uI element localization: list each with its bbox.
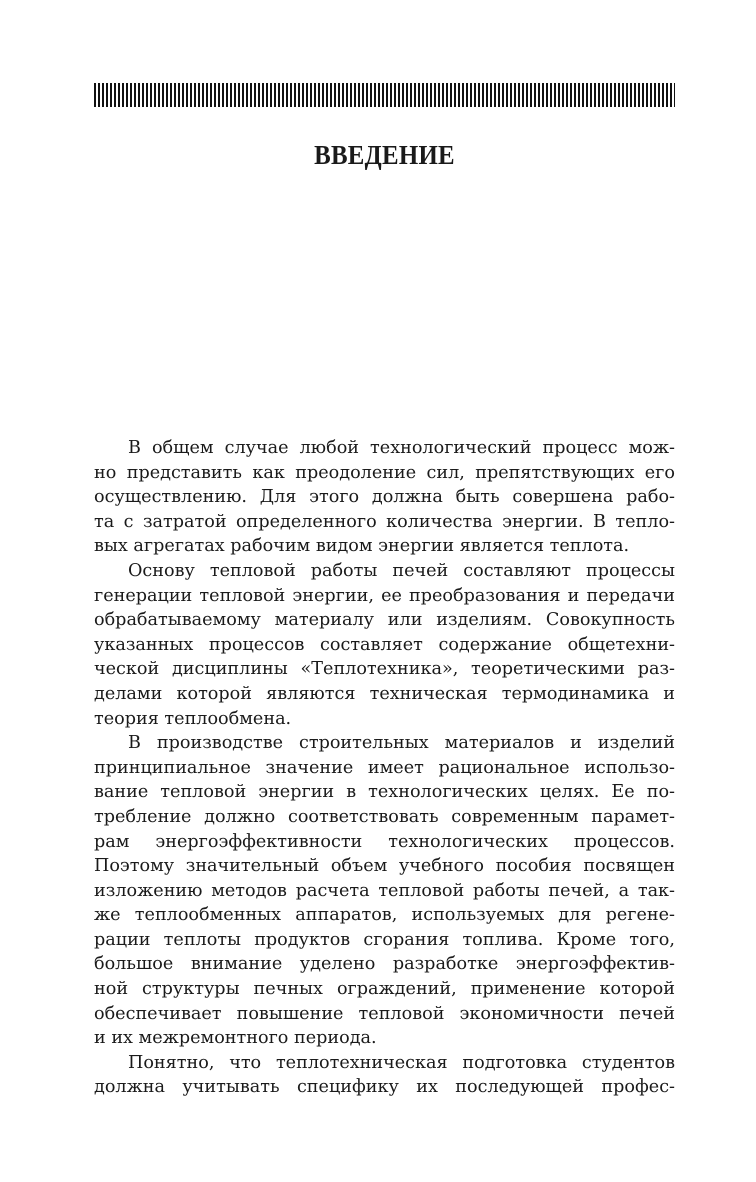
text-line: рации теплоты продуктов сгорания топлива. Кроме того, — [94, 929, 675, 950]
decorative-header-rule — [94, 83, 675, 107]
text-line: изложению методов расчета тепловой работы печей, а так- — [94, 880, 675, 901]
text-line: В общем случае любой технологический процесс мож- — [128, 438, 675, 458]
text-line: та с затратой определенного количества энергии. В тепло- — [94, 511, 675, 532]
text-line: принципиальное значение имеет рациональное использо- — [94, 757, 675, 778]
text-line: и их межремонтного периода. — [94, 1028, 377, 1049]
text-line: большое внимание уделено разработке энергоэффектив- — [94, 954, 675, 975]
text-line: Основу тепловой работы печей составляют процессы — [128, 560, 675, 581]
text-line: должна учитывать специфику их последующей профес- — [94, 1077, 675, 1098]
text-line: делами которой являются техническая термодинамика и — [94, 683, 675, 704]
text-line: осуществлению. Для этого должна быть совершена рабо- — [94, 487, 675, 508]
text-line: же теплообменных аппаратов, используемых для регене- — [94, 905, 675, 926]
text-line: Понятно, что теплотехническая подготовка студентов — [128, 1052, 675, 1073]
text-line: вых агрегатах рабочим видом энергии является теплота. — [94, 536, 630, 557]
text-line: ческой дисциплины «Теплотехника», теоретическими раз- — [94, 659, 675, 680]
text-line: указанных процессов составляет содержание общетехни- — [94, 634, 675, 655]
text-line: рам энергоэффективности технологических процессов. — [94, 831, 675, 852]
text-line: вание тепловой энергии в технологических целях. Ее по- — [94, 782, 675, 803]
text-line: теория теплообмена. — [94, 708, 292, 729]
text-line: обрабатываемому материалу или изделиям. Совокупность — [94, 610, 675, 631]
body-text — [94, 436, 675, 1100]
text-line: В производстве строительных материалов и изделий — [128, 733, 675, 754]
text-line: обеспечивает повышение тепловой экономичности печей — [94, 1003, 675, 1024]
text-line: Поэтому значительный объем учебного пособия посвящен — [94, 856, 675, 877]
text-line: генерации тепловой энергии, ее преобразования и передачи — [94, 585, 675, 606]
text-line: но представить как преодоление сил, препятствующих его — [94, 462, 675, 483]
text-line: ной структуры печных ограждений, применение которой — [94, 979, 675, 1000]
text-line: требление должно соответствовать современным парамет- — [94, 806, 675, 827]
chapter-title: ВВЕДЕНИЕ — [314, 140, 455, 170]
